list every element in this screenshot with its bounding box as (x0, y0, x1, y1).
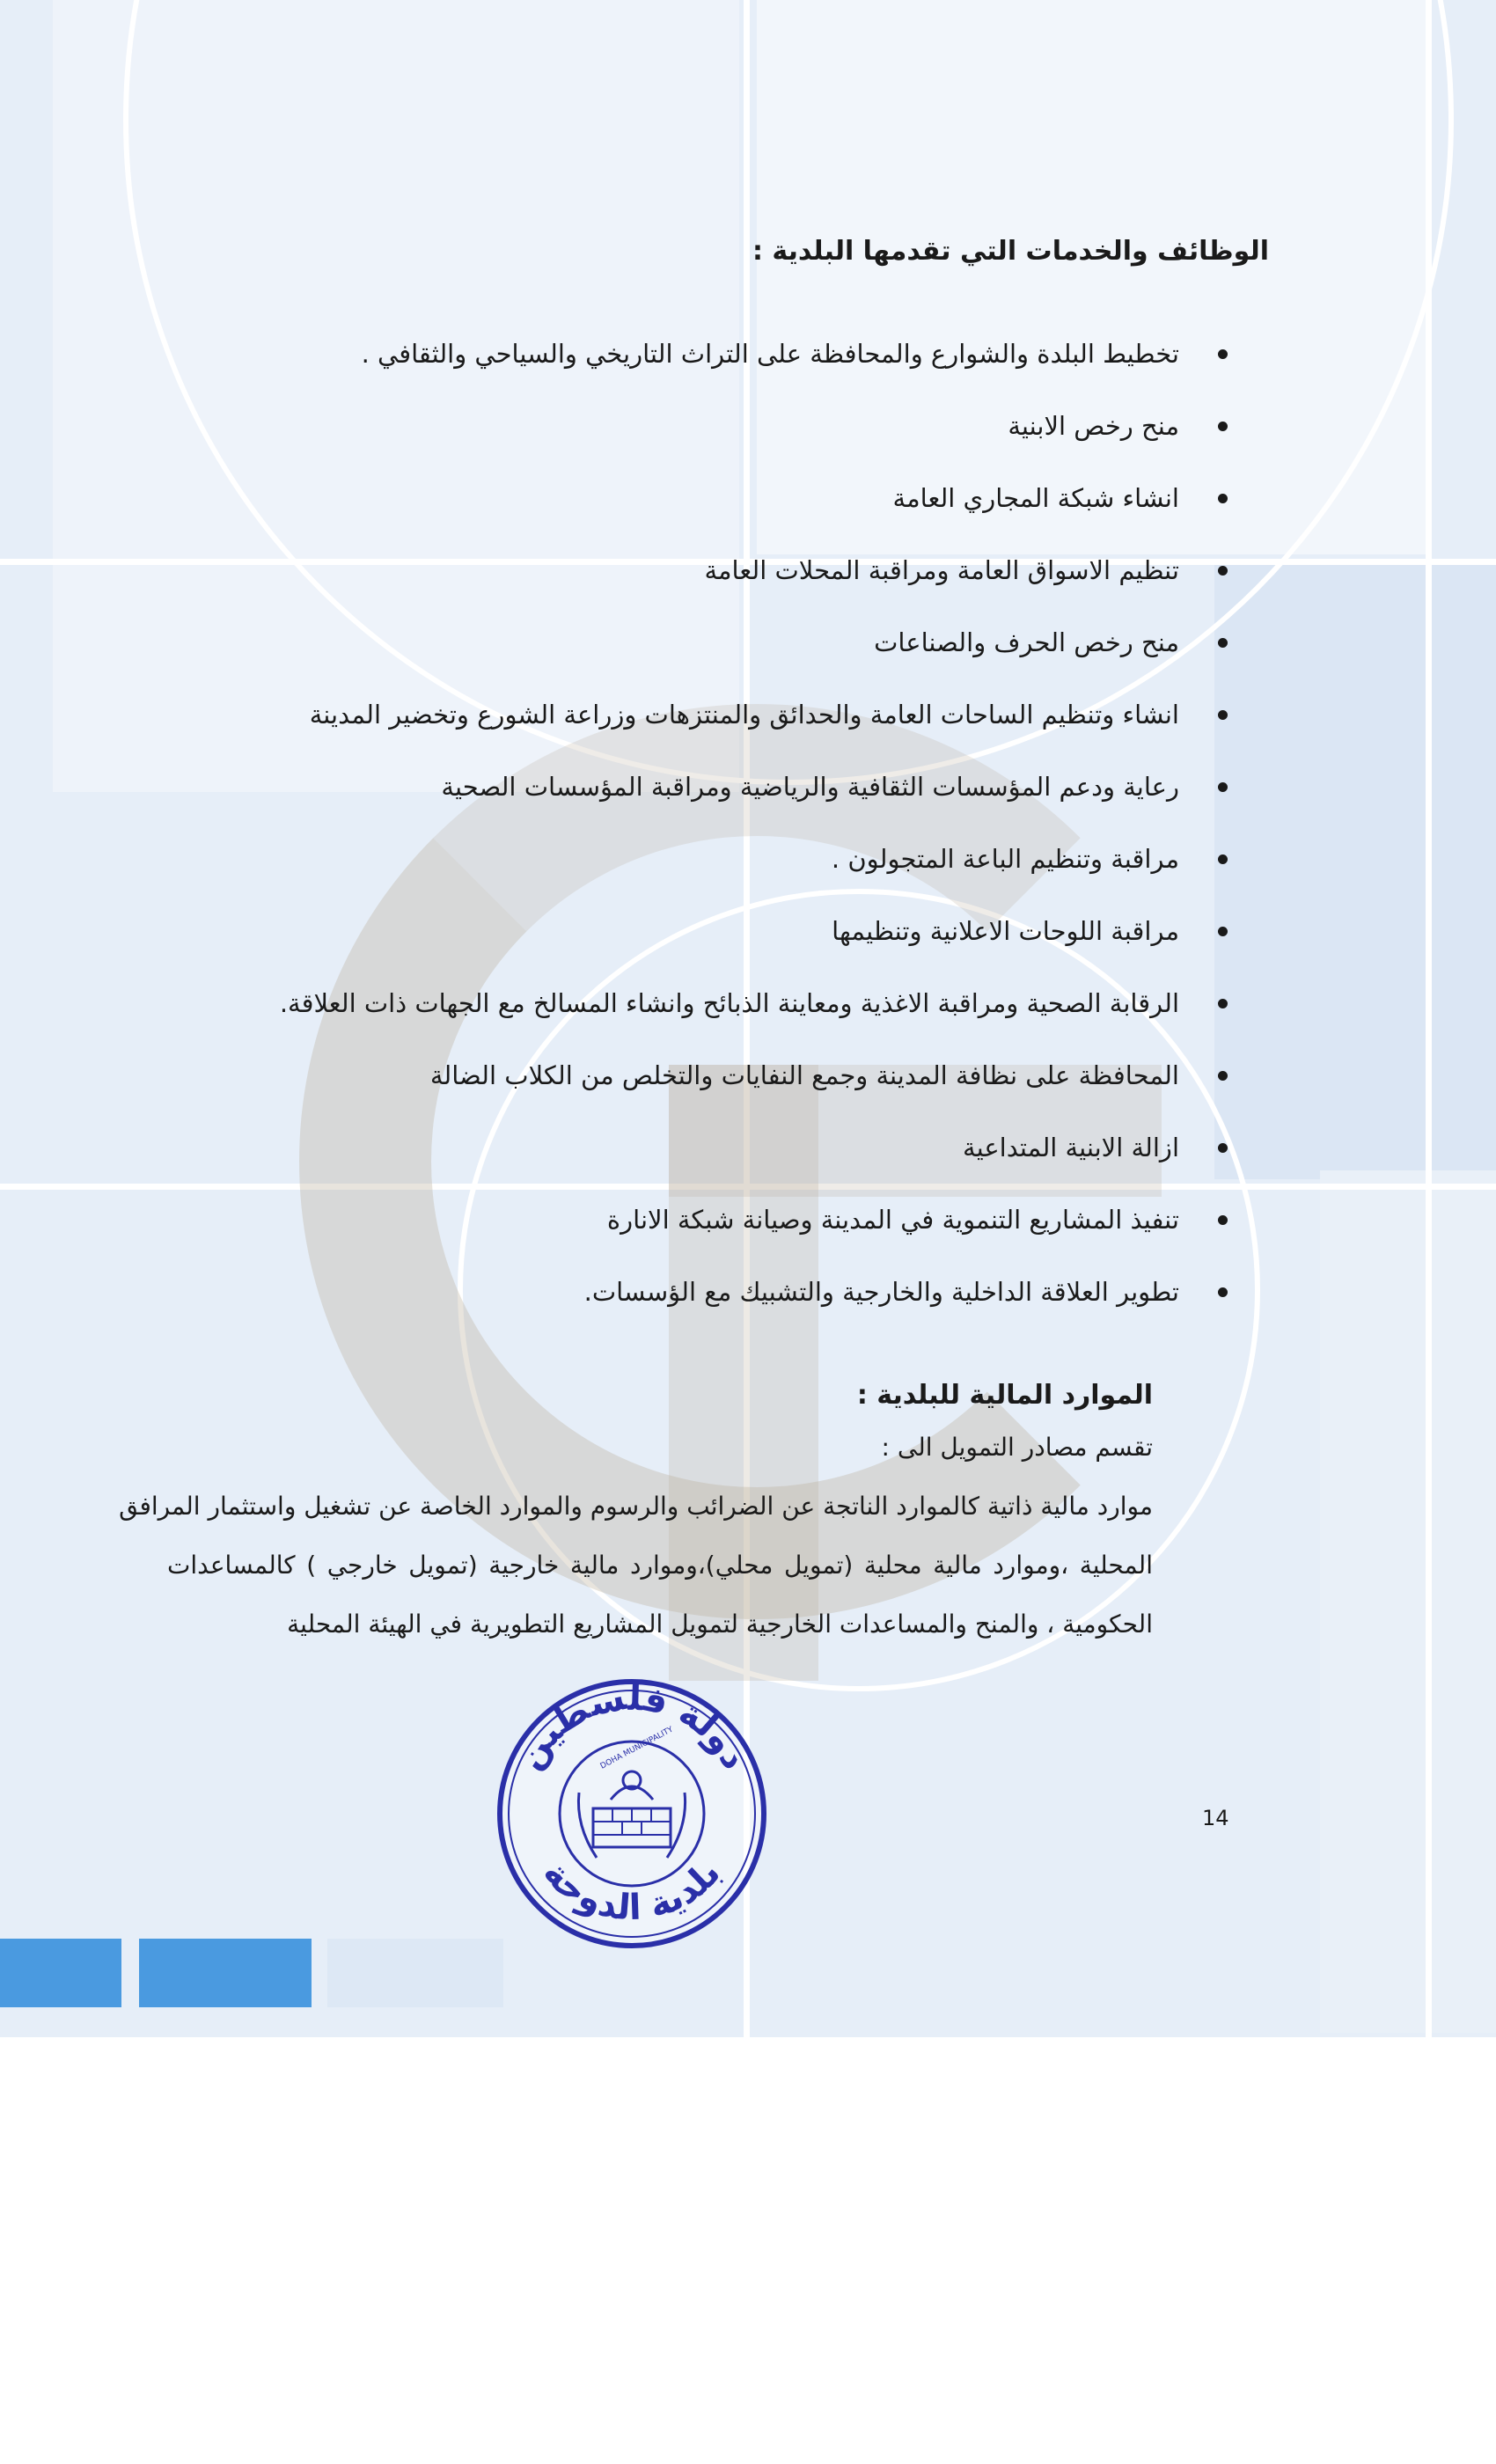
bullet-icon (1218, 494, 1228, 503)
bullet-icon (1218, 927, 1228, 936)
list-item: رعاية ودعم المؤسسات الثقافية والرياضية ومراقبة المؤسسات الصحية (260, 767, 1228, 840)
bullet-icon (1218, 566, 1228, 576)
stamp-bottom-text: بلدية الدوحة (535, 1852, 729, 1929)
bullet-icon (1218, 710, 1228, 720)
list-item: منح رخص الابنية (260, 407, 1228, 479)
list-item: المحافظة على نظافة المدينة وجمع النفايات والتخلص من الكلاب الضالة (260, 1056, 1228, 1128)
list-item: مراقبة وتنظيم الباعة المتجولون . (260, 840, 1228, 912)
finance-paragraph-line: الحكومية ، والمنح والمساعدات الخارجية لتمويل المشاريع التطويرية في الهيئة المحلية (287, 1610, 1153, 1639)
list-item: الرقابة الصحية ومراقبة الاغذية ومعاينة الذبائح وانشاء المسالخ مع الجهات ذات العلاقة. (260, 984, 1228, 1056)
finance-intro: تقسم مصادر التمويل الى : (881, 1433, 1153, 1462)
list-item: انشاء وتنظيم الساحات العامة والحدائق والمنتزهات وزراعة الشورع وتخضير المدينة (260, 695, 1228, 767)
list-item: منح رخص الحرف والصناعات (260, 623, 1228, 695)
list-item: مراقبة اللوحات الاعلانية وتنظيمها (260, 912, 1228, 984)
bullet-icon (1218, 1071, 1228, 1081)
bullet-icon (1218, 422, 1228, 431)
finance-paragraph-line: المحلية ،وموارد مالية محلية (تمويل محلي)،وموارد مالية خارجية (تمويل خارجي ) كالمساعدات (167, 1551, 1153, 1580)
stamp-inner-text: DOHA MUNICIPALITY (598, 1725, 675, 1771)
list-item: ازالة الابنية المتداعية (260, 1128, 1228, 1200)
finance-heading: الموارد المالية للبلدية : (856, 1380, 1153, 1411)
services-list (260, 334, 1228, 1345)
bullet-icon (1218, 638, 1228, 648)
list-item: انشاء شبكة المجاري العامة (260, 479, 1228, 551)
bullet-icon (1218, 854, 1228, 864)
services-heading: الوظائف والخدمات التي تقدمها البلدية : (752, 236, 1269, 267)
page-number: 14 (1202, 1806, 1229, 1830)
stamp-top-text: دولة فلسطين (509, 1677, 756, 1777)
list-item: تطوير العلاقة الداخلية والخارجية والتشبيك مع الؤسسات. (260, 1272, 1228, 1345)
bullet-icon (1218, 999, 1228, 1008)
list-item: تنظيم الاسواق العامة ومراقبة المحلات العامة (260, 551, 1228, 623)
finance-paragraph-line: موارد مالية ذاتية كالموارد الناتجة عن الضرائب والرسوم والموارد الخاصة عن تشغيل واستثمار المرافق (119, 1492, 1153, 1521)
list-item: تنفيذ المشاريع التنموية في المدينة وصيانة شبكة الانارة (260, 1200, 1228, 1272)
bullet-icon (1218, 1215, 1228, 1225)
bullet-icon (1218, 349, 1228, 359)
bullet-icon (1218, 1143, 1228, 1153)
bullet-icon (1218, 1287, 1228, 1297)
municipality-stamp (495, 1676, 769, 1951)
list-item: تخطيط البلدة والشوارع والمحافظة على التراث التاريخي والسياحي والثقافي . (260, 334, 1228, 407)
bullet-icon (1218, 782, 1228, 792)
